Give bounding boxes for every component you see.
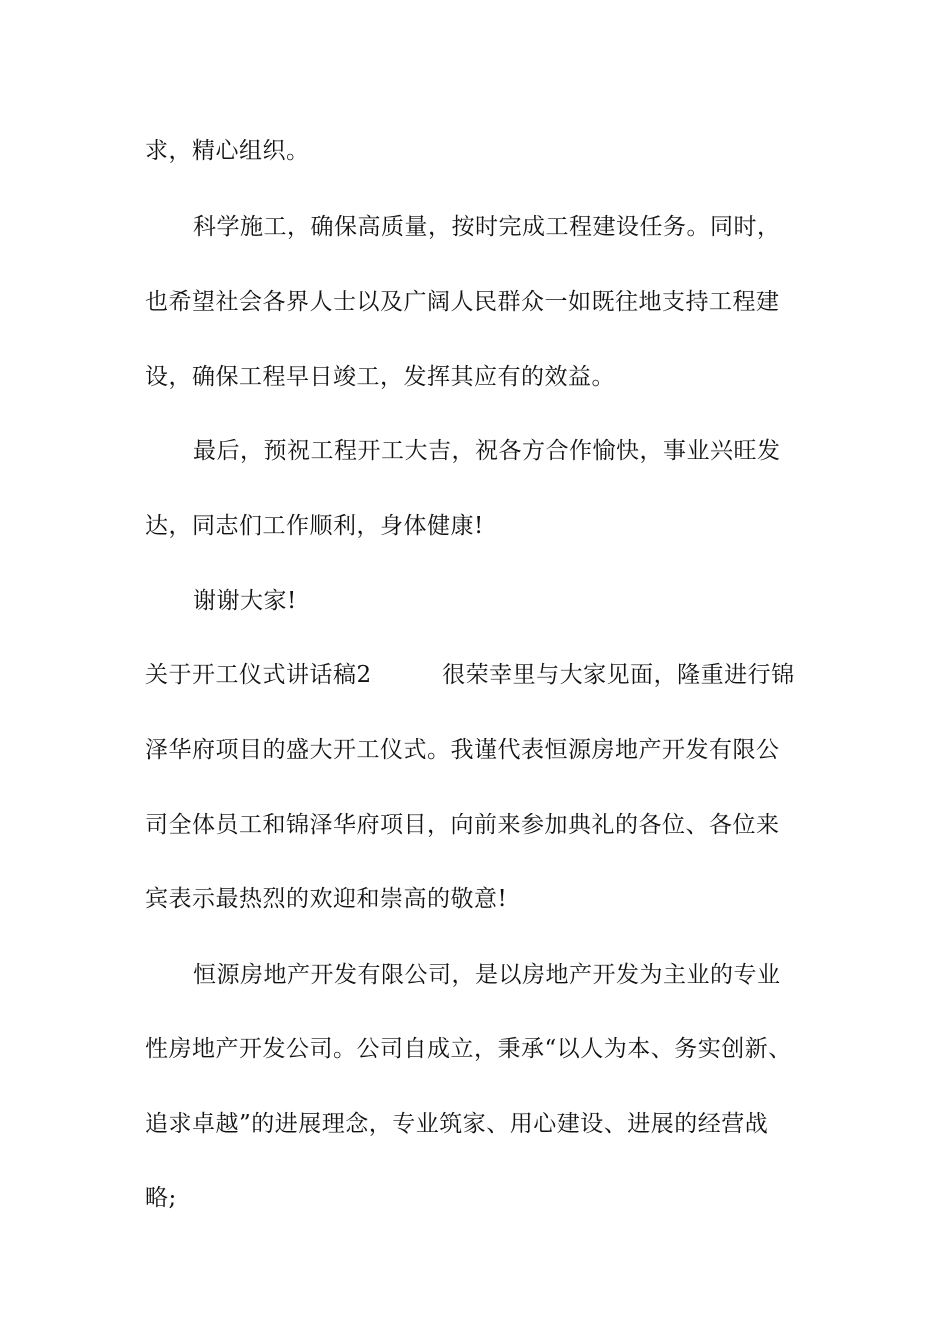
section-heading-line: 关于开工仪式讲话稿2 很荣幸里与大家见面，隆重进行锦 [145,662,795,688]
text-line: 科学施工，确保高质量，按时完成工程建设任务。同时， [193,214,781,240]
text-line: 性房地产开发公司。公司自成立，秉承“以人为本、务实创新、 [145,1036,792,1062]
text-line: 司全体员工和锦泽华府项目，向前来参加典礼的各位、各位来 [145,812,780,838]
text-line: 设，确保工程早日竣工，发挥其应有的效益。 [145,364,615,390]
text-line: 求，精心组织。 [145,138,310,164]
text-line: 最后，预祝工程开工大吉，祝各方合作愉快，事业兴旺发 [193,438,781,464]
text-line: 也希望社会各界人士以及广阔人民群众一如既往地支持工程建 [145,289,780,315]
text-line: 宾表示最热烈的欢迎和崇高的敬意! [145,886,508,912]
text-line: 达，同志们工作顺利，身体健康! [145,513,484,539]
text-line: 恒源房地产开发有限公司，是以房地产开发为主业的专业 [193,962,781,988]
text-line: 泽华府项目的盛大开工仪式。我谨代表恒源房地产开发有限公 [145,737,780,763]
text-line: 追求卓越”的进展理念，专业筑家、用心建设、进展的经营战 [145,1111,769,1137]
text-line: 略; [145,1185,177,1211]
text-line: 谢谢大家! [193,588,297,614]
